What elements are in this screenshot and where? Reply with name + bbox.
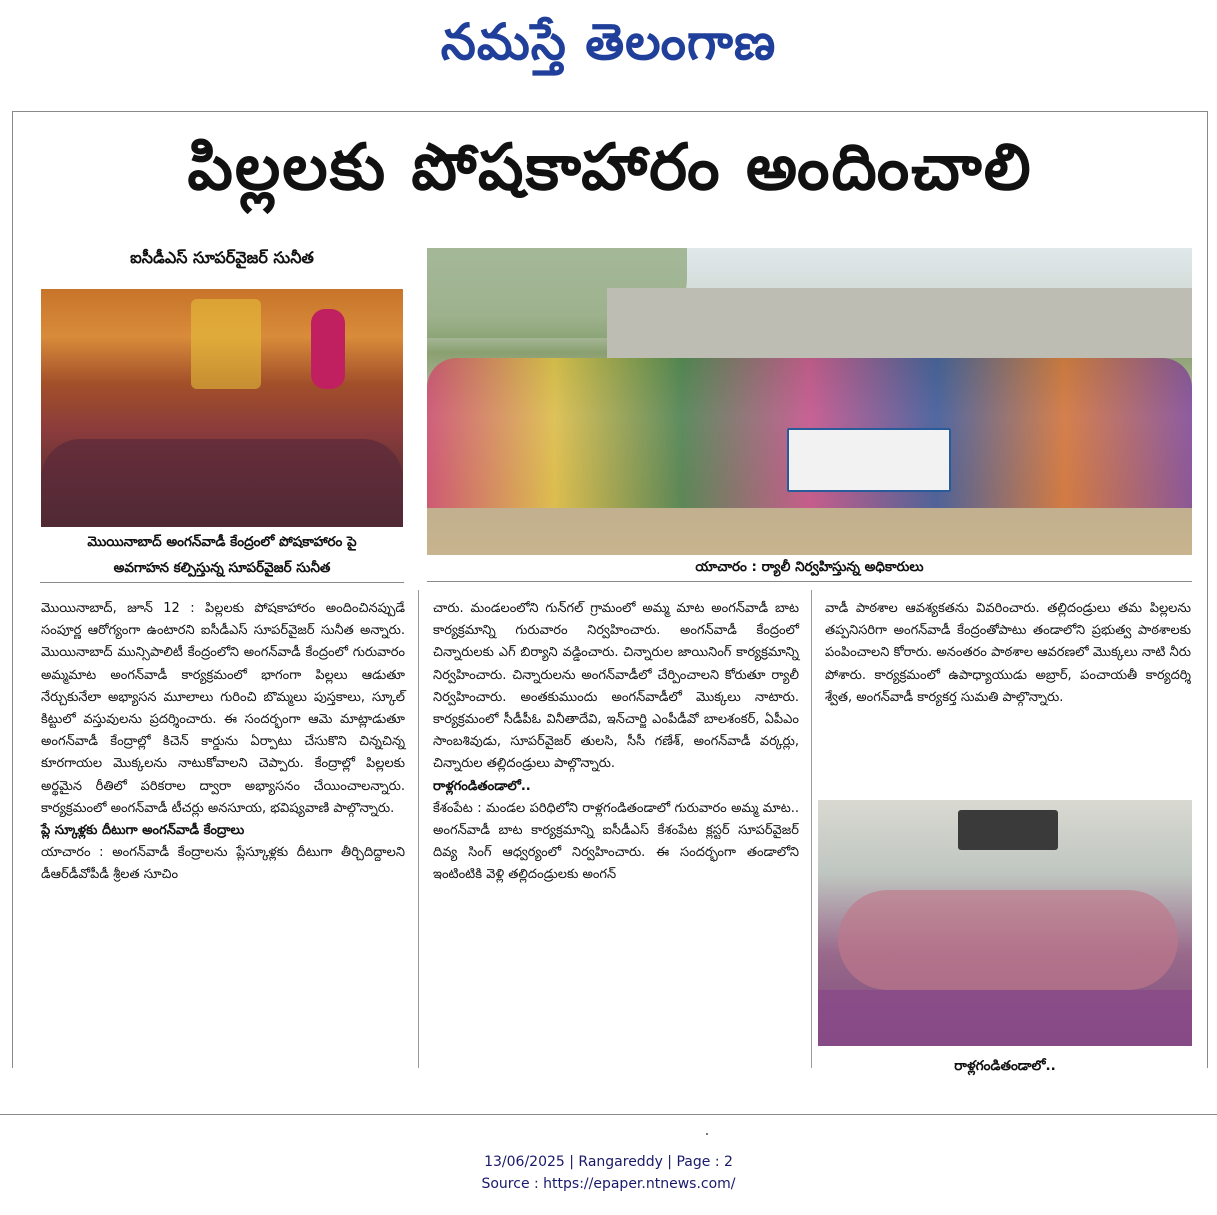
column-divider [811, 590, 812, 1068]
photo1-caption-line1: మొయినాబాద్ అంగన్‌వాడీ కేంద్రంలో పోషకాహారం పై [87, 534, 357, 550]
frame-right-rule [1207, 111, 1208, 1068]
photo3-caption: రాళ్లగండితండాలో.. [954, 1058, 1056, 1074]
article-paragraph: వాడీ పాఠశాల ఆవశ్యకతను వివరించారు. తల్లిదండ్రులు తమ పిల్లలను తప్పనిసరిగా అంగన్‌వాడీ కేంద్రంతోపాటు తండాలోని ప్రభుత్వ పాఠశాలకు పంపించాలని కోరారు. అనంతరం పాఠశాల ఆవరణలో మొక్కలు నాటి నీరు పోశారు. కార్యక్రమంలో ఉపాధ్యాయుడు అబ్రార్, పంచాయతీ కార్యదర్శి శ్వేత, అంగన్‌వాడీ కార్యకర్త సుమతి పాల్గొన్నారు. [825, 601, 1191, 705]
children-group-shape [838, 890, 1178, 990]
article-subhead: ప్లే స్కూళ్లకు దీటుగా అంగన్‌వాడీ కేంద్రాలు [41, 823, 245, 839]
caption-divider [427, 581, 1192, 582]
article-kicker: ఐసీడీఎస్ సూపర్‌వైజర్ సునీత [130, 248, 314, 267]
photo-children-circle [818, 800, 1192, 1046]
footer-source-link[interactable]: Source : https://epaper.ntnews.com/ [481, 1176, 736, 1192]
footer-date-edition: 13/06/2025 | Rangareddy | Page : 2 [484, 1154, 733, 1170]
masthead-title: నమస్తే తెలంగాణ [440, 13, 777, 71]
photo2-caption: యాచారం : ర్యాలీ నిర్వహిస్తున్న అధికారులు [695, 559, 924, 575]
person-shape [311, 309, 345, 389]
crowd-shape [41, 439, 403, 527]
article-headline: పిల్లలకు పోషకాహారం అందించాలి [187, 131, 1033, 205]
article-column-2 [433, 598, 799, 887]
frame-left-rule [12, 111, 13, 1068]
board-shape [958, 810, 1058, 850]
building-shape [607, 288, 1192, 358]
article-subhead: రాళ్లగండితండాలో.. [433, 778, 531, 794]
article-paragraph: మొయినాబాద్, జూన్ 12 : పిల్లలకు పోషకాహారం అందించినప్పుడే సంపూర్ణ ఆరోగ్యంగా ఉంటారని ఐసీడీఎస్ సూపర్‌వైజర్ సునీత అన్నారు. మొయినాబాద్ మున్సిపాలిటీ కేంద్రంలోని అంగన్‌వాడీ కేంద్రంలో గురువారం అమ్మమాట అంగన్‌వాడీ కార్యక్రమంలో భాగంగా పిల్లలు ఆడుతూ నేర్చుకునేలా అభ్యాసన మూలాలు గురించి బొమ్మలు పుస్తకాలు, స్కూల్ కిట్టులో వస్తువులను ప్రదర్శించారు. ఈ సందర్భంగా ఆమె మాట్లాడుతూ అంగన్‌వాడీ కేంద్రాల్లో కిచెన్ కార్డును ఏర్పాటు చేసుకొని చిన్నచిన్న కూరగాయల మొక్కలను నాటుకోవాలని చెప్పారు. కేంద్రాల్లో పిల్లలకు అర్థమైన రీతిలో పరికరాల ద్వారా అభ్యాసనం చేయించాలన్నారు. కార్యక్రమంలో అంగన్‌వాడీ టీచర్లు అనసూయ, భవిష్యవాణి పాల్గొన్నారు. [41, 601, 405, 816]
article-paragraph: చారు. మండలంలోని గున్‌గల్ గ్రామంలో అమ్మ మాట అంగన్‌వాడీ బాట కార్యక్రమాన్ని గురువారం నిర్వహించారు. అంగన్‌వాడీ కేంద్రంలో చిన్నారులకు ఎగ్ బిర్యాని వడ్డించారు. చిన్నారుల జాయినింగ్ కార్యక్రమాన్ని నిర్వహించారు. చిన్నారులను అంగన్‌వాడీలో చేర్పించాలని కోరుతూ ర్యాలీ నిర్వహించారు. అంతకుముందు అంగన్‌వాడీలో మొక్కలు నాటారు. కార్యక్రమంలో సీడీపీఓ వినీతాదేవి, ఇన్‌చార్జి ఎంపీడీవో బాలశంకర్, ఏపీఎం సాంబశివుడు, సూపర్‌వైజర్ తులసి, సీసీ గణేశ్, అంగన్‌వాడీ వర్కర్లు, చిన్నారుల తల్లిదండ్రులు పాల్గొన్నారు. [433, 601, 799, 772]
photo-rally-group [427, 248, 1192, 555]
column-divider [418, 590, 419, 1068]
banner-shape [191, 299, 261, 389]
frame-top-rule [12, 111, 1208, 112]
article-paragraph: యాచారం : అంగన్‌వాడీ కేంద్రాలను ప్లేస్కూళ్లకు దీటుగా తీర్చిదిద్దాలని డీఆర్‌డీవోపీడీ శ్రీలత సూచిం [41, 845, 405, 883]
footer-dot [706, 1133, 708, 1135]
article-column-1 [41, 598, 405, 887]
photo1-caption-line2: అవగాహన కల్పిస్తున్న సూపర్‌వైజర్ సునీత [113, 560, 331, 576]
banner-shape [787, 428, 951, 492]
article-paragraph: కేశంపేట : మండల పరిధిలోని రాళ్లగండితండాలో గురువారం అమ్మ మాట.. అంగన్‌వాడీ బాట కార్యక్రమాన్ని ఐసీడీఎస్ కేశంపేట క్లస్టర్ సూపర్‌వైజర్ దివ్య సింగ్ ఆధ్వర్యంలో నిర్వహించారు. ఈ సందర్భంగా తండాలోని ఇంటింటికి వెళ్లి తల్లిదండ్రులకు అంగన్ [433, 800, 799, 883]
article-column-3 [825, 598, 1191, 709]
frame-bottom-rule [0, 1114, 1217, 1115]
floor-mat-shape [818, 990, 1192, 1046]
photo-classroom [41, 289, 403, 527]
caption-divider [40, 582, 404, 583]
